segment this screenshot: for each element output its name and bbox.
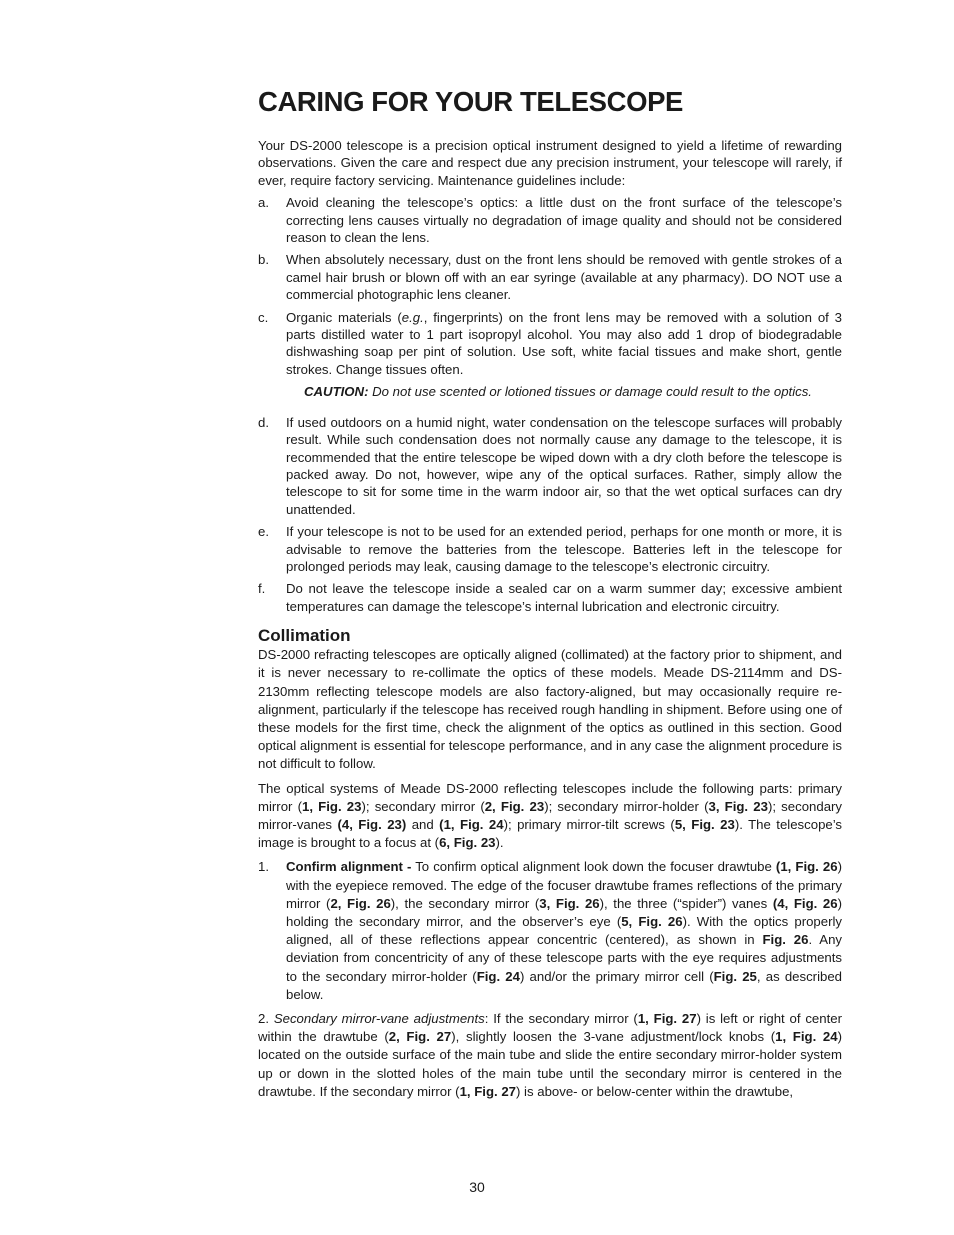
caution-note <box>304 383 842 400</box>
manual-page <box>258 84 842 1107</box>
figure-reference: 5, Fig. 23 <box>674 816 735 832</box>
figure-reference: 3, Fig. 26 <box>539 895 600 911</box>
text-run: ) is left or right of center within the drawtube ( <box>258 1011 842 1045</box>
list-marker: b. <box>258 252 269 268</box>
figure-reference: 2, Fig. 23 <box>484 798 545 814</box>
figure-reference: Fig. 24 <box>476 968 520 984</box>
text-run: ), the secondary mirror ( <box>390 895 540 911</box>
figure-reference: 5, Fig. 26 <box>621 914 683 929</box>
figure-reference: 1, Fig. 27 <box>459 1083 516 1099</box>
collimation-paragraph-2 <box>258 780 842 853</box>
section-heading: Collimation <box>258 626 351 646</box>
step-confirm-alignment <box>258 858 842 1004</box>
figure-reference: Fig. 25 <box>713 968 757 984</box>
text-run: ) holding the secondary mirror, and the observer’s eye ( <box>286 895 842 929</box>
text-run: ), the three (“spider”) vanes <box>599 895 773 911</box>
figure-reference: 6, Fig. 23 <box>439 835 496 851</box>
figure-reference: (1, Fig. 26 <box>775 859 838 875</box>
caution-text: Do not use scented or lotioned tissues or damage could result to the optics. <box>368 384 812 400</box>
text-run: ) located on the outside surface of the main tube and slide the entire secondary mirror-holder system up or down in the slotted holes of the main tube until the secondary mirror is centered in the drawtube. If the secondary mirror ( <box>258 1029 843 1099</box>
collimation-paragraph-1: DS-2000 refracting telescopes are optically aligned (collimated) at the factory prior to shipment, and it is never necessary to re-collimate the optics of these models. Meade DS-2114mm and DS-2130mm reflecting telescope models are also factory-aligned, but may occasionally require re-alignment, particularly if the telescope has received rough handling in shipment. Before using one of these models for the first time, check the alignment of the optics as outlined in this section. Good optical alignment is essential for telescope performance, and in any case the alignment procedure is not difficult to follow. <box>258 647 842 772</box>
page-number: 30 <box>469 1179 485 1195</box>
guideline-d <box>258 414 842 518</box>
guideline-f <box>258 580 842 615</box>
text-run: ) is above- or below-center within the drawtube, <box>516 1083 794 1099</box>
guideline-e <box>258 523 842 575</box>
text-run: ). <box>495 835 504 851</box>
text-run: To confirm optical alignment look down the focuser drawtube <box>411 859 776 875</box>
emphasis-run: e.g. <box>401 309 424 325</box>
emphasis-run: Secondary mirror-vane adjustments <box>273 1011 485 1027</box>
figure-reference: (1, Fig. 24 <box>439 816 504 832</box>
intro-paragraph: Your DS-2000 telescope is a precision optical instrument designed to yield a lifetime of rewarding observations. Given the care and respect due any precision instrument, your telescope will rarely, if ever, require factory servicing. Maintenance guidelines include: <box>258 138 842 188</box>
figure-reference: 2, Fig. 27 <box>388 1029 452 1045</box>
figure-reference: 3, Fig. 23 <box>708 798 768 814</box>
figure-reference: 1, Fig. 27 <box>637 1011 697 1027</box>
text-run: ), slightly loosen the 3-vane adjustment/lock knobs ( <box>451 1029 776 1045</box>
text-run: : If the secondary mirror ( <box>484 1011 638 1027</box>
text-run: ). The telescope’s image is brought to a focus at ( <box>258 816 843 851</box>
collimation-section <box>258 626 842 1101</box>
text-run: ); secondary mirror-holder ( <box>544 798 709 814</box>
page-title: CARING FOR YOUR TELESCOPE <box>258 86 683 117</box>
list-marker: e. <box>258 524 269 540</box>
text-run: The optical systems of Meade DS-2000 reflecting telescopes include the following parts: primary mirror ( <box>258 780 842 814</box>
figure-reference: (4, Fig. 26 <box>772 895 838 911</box>
list-marker: a. <box>258 195 269 211</box>
text-run: ); secondary mirror ( <box>361 798 485 814</box>
guideline-text <box>286 309 842 379</box>
guideline-text: If your telescope is not to be used for an extended period, perhaps for one month or more, it is advisable to remove the batteries from the telescope. Batteries left in the telescope for prolonged periods may leak, causing damage to the telescope’s electronic circuitry. <box>286 524 842 574</box>
text-run: ) and/or the primary mirror cell ( <box>519 968 714 984</box>
text-run: 2. <box>258 1011 274 1027</box>
text-run: , fingerprints) on the front lens may be removed with a solution of 3 parts distilled water to 1 part isopropyl alcohol. You may also add 1 drop of biodegradable dishwashing soap per pint of solution. Use soft, white facial tissues and make short, gentle strokes. Change tissues often. <box>286 309 842 377</box>
list-marker: d. <box>258 414 269 430</box>
guideline-b <box>258 251 842 303</box>
list-marker: 1. <box>258 859 269 875</box>
list-marker: f. <box>258 581 266 597</box>
guideline-text: When absolutely necessary, dust on the front lens should be removed with gentle strokes of a camel hair brush or blown off with an ear syringe (available at any pharmacy). DO NOT use a commercial photographic lens cleaner. <box>286 252 842 303</box>
figure-reference: Confirm alignment - <box>286 859 412 875</box>
list-marker: c. <box>258 309 269 325</box>
text-run: , as described below. <box>286 968 842 1002</box>
step-secondary-mirror-vane <box>258 1010 842 1101</box>
guideline-text: If used outdoors on a humid night, water condensation on the telescope surfaces will probably result. While such condensation does not normally cause any damage to the telescope, it is recommended that the entire telescope be wiped down with a dry cloth before the telescope is packed away. Do not, however, wipe any of the optical surfaces. Rather, simply allow the telescope to sit for some time in the warm indoor air, so that the wet optical surfaces can dry unattended. <box>286 414 842 517</box>
text-run: Organic materials ( <box>286 309 402 325</box>
guideline-c <box>258 309 842 379</box>
guideline-text: Avoid cleaning the telescope’s optics: a little dust on the front surface of the telescope’s correcting lens causes virtually no degradation of image quality and should not be considered reason to clean the lens. <box>286 195 842 246</box>
text-run: ). With the optics properly aligned, all of these reflections appear concentric (centered), as shown in <box>286 914 843 948</box>
text-run: . Any deviation from concentricity of any of these telescope parts with the eye requires adjustments to the secondary mirror-holder ( <box>286 932 842 984</box>
text-run: ) with the eyepiece removed. The edge of the focuser drawtube frames reflections of the primary mirror ( <box>286 859 842 911</box>
step-text <box>286 858 842 1004</box>
guideline-a <box>258 194 842 246</box>
text-run: ); primary mirror-tilt screws ( <box>503 816 675 832</box>
figure-reference: Fig. 26 <box>762 932 809 948</box>
figure-reference: (4, Fig. 23) <box>337 816 407 832</box>
figure-reference: 1, Fig. 23 <box>302 798 362 814</box>
figure-reference: 2, Fig. 26 <box>330 895 391 911</box>
figure-reference: 1, Fig. 24 <box>775 1029 838 1045</box>
text-run: ); secondary mirror-vanes <box>258 798 843 832</box>
guideline-text: Do not leave the telescope inside a sealed car on a warm summer day; excessive ambient temperatures can damage the telescope’s internal lubrication and electronic circuitry. <box>286 581 842 614</box>
caution-label: CAUTION: <box>304 384 369 400</box>
text-run: and <box>406 816 440 832</box>
